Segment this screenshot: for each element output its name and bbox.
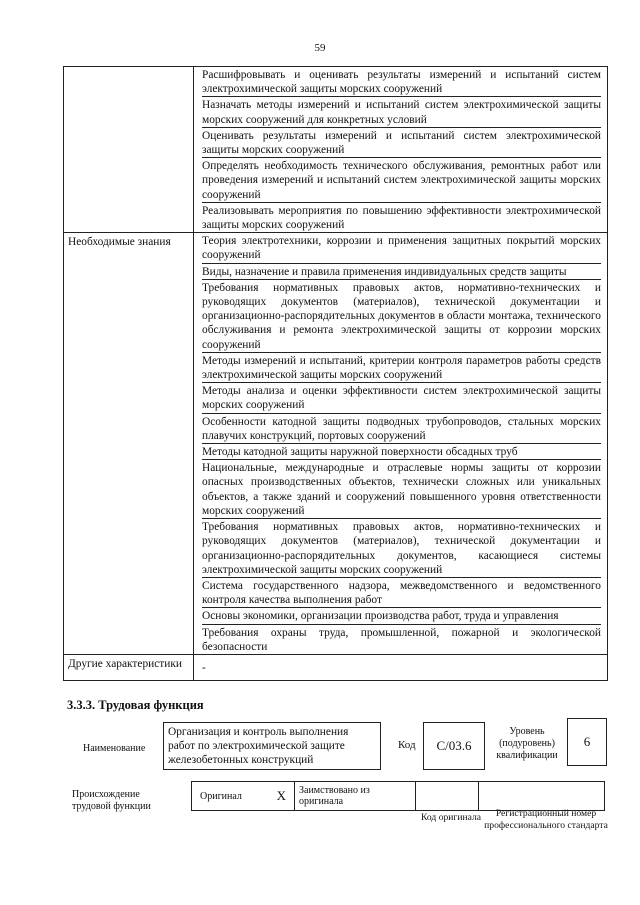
list-item: Определять необходимость технического обслуживания, ремонтных работ или проведения измерений и испытаний систем электрохимической защиты морских сооружений [202, 157, 601, 202]
code-original-label: Код оригинала [420, 812, 482, 823]
original-label: Оригинал [200, 790, 242, 802]
level-label: Уровень (подуровень) квалификации [496, 726, 558, 761]
reg-number-label: Регистрационный номер профессионального стандарта [484, 808, 608, 831]
page-number: 59 [314, 42, 326, 54]
borrowed-cell: Заимствовано из оригинала [294, 781, 416, 811]
list-item: Система государственного надзора, межведомственного и ведомственного контроля качества выполнения работ [202, 577, 601, 607]
list-item: Требования нормативных правовых актов, нормативно-технических и руководящих документов (материалов), технической документации и организационно-распорядительных документов в области монтажа, технического обслуживания и ремонта электрохимической защиты от коррозии морских сооружений [202, 279, 601, 352]
list-item: Реализовывать мероприятия по повышению эффективности электрохимической защиты морских сооружений [202, 202, 601, 232]
knowledge-cell [194, 233, 608, 655]
list-item: Требования охраны труда, промышленной, пожарной и экологической безопасности [202, 624, 601, 654]
table-row [64, 233, 608, 655]
code-original-cell [415, 781, 479, 811]
skills-knowledge-table [63, 66, 608, 681]
list-item: Методы катодной защиты наружной поверхности обсадных труб [202, 443, 601, 459]
list-item: Расшифровывать и оценивать результаты измерений и испытаний систем электрохимической защиты морских сооружений [202, 69, 601, 96]
code-value-box: С/03.6 [423, 722, 485, 770]
list-item: Назначать методы измерений и испытаний систем электрохимической защиты морских сооружений для конкретных условий [202, 96, 601, 126]
section-title: 3.3.3. Трудовая функция [67, 698, 204, 712]
table-row [64, 654, 608, 680]
original-cell [191, 781, 295, 811]
origin-row [191, 781, 605, 811]
list-item: Методы измерений и испытаний, критерии контроля параметров работы средств электрохимической защиты морских сооружений [202, 352, 601, 382]
level-value-box: 6 [567, 718, 607, 766]
list-item: Методы анализа и оценки эффективности систем электрохимической защиты морских сооружений [202, 382, 601, 412]
list-item: Особенности катодной защиты подводных трубопроводов, стальных морских плавучих конструкций, портовых сооружений [202, 413, 601, 443]
origin-label: Происхождение трудовой функции [72, 789, 151, 812]
list-item: Виды, назначение и правила применения индивидуальных средств защиты [202, 263, 601, 279]
list-item: Основы экономики, организации производства работ, труда и управления [202, 607, 601, 623]
empty-label-cell [64, 67, 194, 233]
other-label: Другие характеристики [64, 654, 194, 680]
skills-cell [194, 67, 608, 233]
name-label: Наименование [83, 743, 146, 754]
code-label: Код [398, 739, 416, 751]
other-value: - [194, 654, 608, 680]
list-item: Требования нормативных правовых актов, нормативно-технических и руководящих документов (материалов), технической документации и организационно-распорядительных документов, касающиеся системы электрохимической защиты морских сооружений [202, 518, 601, 577]
list-item: Национальные, международные и отраслевые нормы защиты от коррозии опасных производственных объектов, технически сложных или уникальных объектов, а также зданий и сооружений повышенного уровня ответственности морских сооружений [202, 459, 601, 518]
table-row [64, 67, 608, 233]
name-value-box: Организация и контроль выполнения работ по электрохимической защите железобетонных конструкций [163, 722, 381, 770]
original-mark: Х [276, 788, 286, 803]
list-item: Теория электротехники, коррозии и применения защитных покрытий морских сооружений [202, 235, 601, 262]
reg-number-cell [478, 781, 605, 811]
list-item: Оценивать результаты измерений и испытаний систем электрохимической защиты морских сооружений [202, 127, 601, 157]
knowledge-label: Необходимые знания [64, 233, 194, 655]
